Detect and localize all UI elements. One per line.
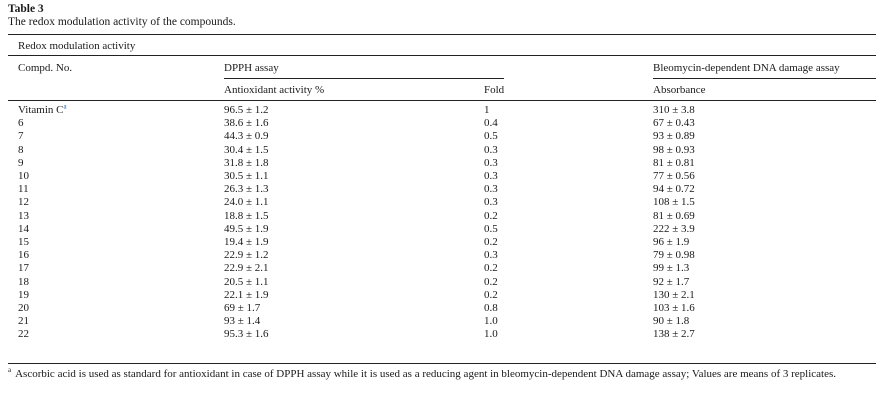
- cell-absorbance: 130 ± 2.1: [653, 288, 695, 301]
- header-compound: Compd. No.: [18, 62, 73, 74]
- table-row: [0, 196, 884, 209]
- cell-compound: Vitamin C$^a$: [18, 102, 67, 116]
- table-row: [0, 315, 884, 328]
- footnote-text: Ascorbic acid is used as standard for antioxidant in case of DPPH assay while it is used as a reducing agent in bleomycin-dependent DNA damage assay; Values are means of 3 replicates.: [15, 368, 837, 380]
- cell-absorbance: 90 ± 1.8: [653, 315, 690, 328]
- cell-compound: 19: [18, 288, 29, 301]
- cell-antioxidant: 69 ± 1.7: [224, 302, 261, 314]
- table-row: [0, 302, 884, 315]
- table-row: [0, 262, 884, 275]
- cell-compound: 17: [18, 262, 29, 275]
- table-row: [0, 289, 884, 302]
- cell-absorbance: 138 ± 2.7: [653, 328, 695, 341]
- bottom-rule: [8, 363, 876, 364]
- table-row: [0, 183, 884, 196]
- cell-absorbance: 108 ± 1.5: [653, 196, 695, 209]
- cell-absorbance: 99 ± 1.3: [653, 262, 690, 275]
- bleomycin-sub-rule: [653, 78, 876, 79]
- table-row: [0, 130, 884, 143]
- cell-antioxidant: 19.4 ± 1.9: [224, 236, 269, 248]
- group-header: Redox modulation activity: [18, 40, 136, 52]
- table-row: [0, 236, 884, 249]
- table-caption: [8, 3, 236, 29]
- cell-fold: 0.2: [484, 209, 498, 222]
- cell-absorbance: 81 ± 0.81: [653, 156, 695, 169]
- group-header-rule: [8, 55, 876, 56]
- cell-fold: 0.3: [484, 156, 498, 169]
- header-rule: [8, 100, 876, 101]
- cell-absorbance: 67 ± 0.43: [653, 117, 695, 130]
- cell-fold: 1: [484, 104, 490, 116]
- cell-fold: 0.4: [484, 117, 498, 130]
- cell-compound: 18: [18, 275, 29, 288]
- cell-fold: 0.8: [484, 302, 498, 314]
- dpph-sub-rule: [224, 78, 504, 79]
- cell-antioxidant: 24.0 ± 1.1: [224, 196, 269, 209]
- table-title: The redox modulation activity of the compounds.: [8, 16, 236, 28]
- cell-antioxidant: 49.5 ± 1.9: [224, 222, 269, 235]
- cell-compound: 6: [18, 117, 24, 130]
- cell-antioxidant: 96.5 ± 1.2: [224, 104, 269, 116]
- cell-compound: 9: [18, 156, 24, 169]
- cell-compound: 12: [18, 196, 29, 209]
- cell-antioxidant: 31.8 ± 1.8: [224, 156, 269, 169]
- cell-fold: 0.2: [484, 262, 498, 275]
- cell-fold: 0.5: [484, 222, 498, 235]
- cell-antioxidant: 93 ± 1.4: [224, 315, 261, 328]
- header-antioxidant: Antioxidant activity %: [224, 84, 325, 96]
- cell-compound: 11: [18, 183, 29, 196]
- cell-absorbance: 92 ± 1.7: [653, 275, 690, 288]
- cell-absorbance: 98 ± 0.93: [653, 143, 695, 156]
- cell-fold: 0.3: [484, 143, 498, 156]
- cell-compound: 16: [18, 249, 29, 262]
- cell-compound: 15: [18, 236, 29, 248]
- header-absorbance: Absorbance: [653, 84, 706, 96]
- table-row: [0, 328, 884, 341]
- cell-compound: 21: [18, 315, 29, 328]
- cell-antioxidant: 26.3 ± 1.3: [224, 183, 269, 196]
- cell-fold: 0.2: [484, 288, 498, 301]
- cell-fold: 1.0: [484, 315, 498, 328]
- cell-absorbance: 222 ± 3.9: [653, 222, 695, 235]
- cell-antioxidant: 22.1 ± 1.9: [224, 288, 269, 301]
- header-dpph-assay: DPPH assay: [224, 62, 279, 74]
- table-row: [0, 117, 884, 130]
- cell-absorbance: 79 ± 0.98: [653, 249, 695, 262]
- cell-fold: 0.3: [484, 170, 498, 182]
- cell-antioxidant: 30.4 ± 1.5: [224, 143, 269, 156]
- table-row: [0, 249, 884, 262]
- cell-compound: 22: [18, 328, 29, 341]
- cell-absorbance: 77 ± 0.56: [653, 170, 695, 182]
- cell-antioxidant: 20.5 ± 1.1: [224, 275, 269, 288]
- cell-compound: 8: [18, 143, 24, 156]
- cell-fold: 0.2: [484, 275, 498, 288]
- cell-absorbance: 96 ± 1.9: [653, 236, 690, 248]
- table-row: [0, 276, 884, 289]
- cell-fold: 0.5: [484, 130, 498, 143]
- cell-antioxidant: 44.3 ± 0.9: [224, 130, 269, 143]
- cell-antioxidant: 30.5 ± 1.1: [224, 170, 269, 182]
- table-row: [0, 223, 884, 236]
- cell-compound: 20: [18, 302, 29, 314]
- footnote-ref[interactable]: a: [63, 102, 67, 111]
- cell-absorbance: 94 ± 0.72: [653, 183, 695, 196]
- cell-absorbance: 310 ± 3.8: [653, 104, 695, 116]
- cell-antioxidant: 22.9 ± 2.1: [224, 262, 269, 275]
- cell-antioxidant: 22.9 ± 1.2: [224, 249, 269, 262]
- cell-absorbance: 93 ± 0.89: [653, 130, 695, 143]
- table-row: [0, 144, 884, 157]
- table-row: [0, 104, 884, 117]
- table-label: Table 3: [8, 3, 44, 15]
- cell-compound: 10: [18, 170, 29, 182]
- top-rule: [8, 34, 876, 35]
- cell-compound: 7: [18, 130, 24, 143]
- footnote-mark: a: [8, 366, 12, 375]
- cell-absorbance: 103 ± 1.6: [653, 302, 695, 314]
- cell-antioxidant: 18.8 ± 1.5: [224, 209, 269, 222]
- cell-fold: 1.0: [484, 328, 498, 341]
- cell-fold: 0.2: [484, 236, 498, 248]
- header-fold: Fold: [484, 84, 505, 96]
- table-row: [0, 210, 884, 223]
- footnote: [8, 368, 880, 381]
- header-bleomycin-assay: Bleomycin-dependent DNA damage assay: [653, 62, 840, 74]
- table-row: [0, 157, 884, 170]
- cell-absorbance: 81 ± 0.69: [653, 209, 695, 222]
- cell-compound: 13: [18, 209, 29, 222]
- cell-antioxidant: 95.3 ± 1.6: [224, 328, 269, 341]
- cell-antioxidant: 38.6 ± 1.6: [224, 117, 269, 130]
- cell-fold: 0.3: [484, 196, 498, 209]
- table-row: [0, 170, 884, 183]
- cell-fold: 0.3: [484, 249, 498, 262]
- cell-compound: 14: [18, 222, 29, 235]
- cell-fold: 0.3: [484, 183, 498, 196]
